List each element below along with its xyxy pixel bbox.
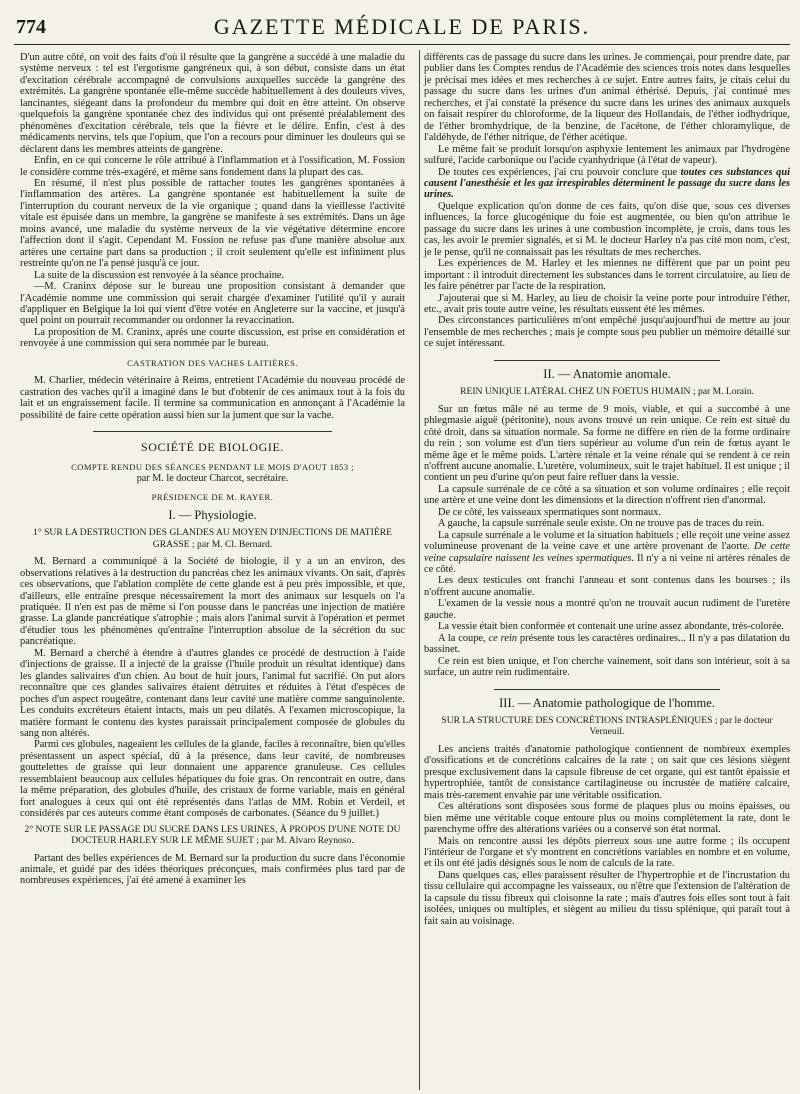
- part-heading-pathology: III. — Anatomie pathologique de l'homme.: [499, 695, 715, 710]
- section-rule: [494, 360, 721, 361]
- paragraph: Partant des belles expériences de M. Bernard sur la production du sucre dans l'économie animale, et guidé par des idées théoriques préconçues, mais confirmées plus tard par de nombreuses expériences, j'ai été amené à examiner les: [20, 852, 405, 887]
- section-heading-castration: CASTRATION DES VACHES LAITIÈRES.: [127, 357, 298, 368]
- paragraph: —M. Craninx dépose sur le bureau une proposition consistant à demander que l'Académie nomme une commission qui serait chargée d'examiner l'utilité qu'il y aurait d'appliquer en Belgique la loi qui vient d'être votée en Angleterre sur la vaccine, et jusqu'à quel point on pourrait recommander ou ordonner la revaccination.: [20, 281, 405, 327]
- part-heading-physiology: I. — Physiologie.: [168, 507, 257, 522]
- paragraph: [424, 633, 790, 656]
- paragraph: Le même fait se produit lorsqu'on asphyxie lentement les animaux par l'hydrogène sulfuré, l'acide carbonique ou l'acide cyanhydrique (à l'état de vapeur).: [424, 143, 790, 167]
- society-title: SOCIÉTÉ DE BIOLOGIE.: [141, 440, 284, 455]
- paragraph: Sur un fœtus mâle né au terme de 9 mois, viable, et qui a succombé à une phlegmasie aiguë (péritonite), nous avons trouvé un rein unique. Ce rein est situé du côté droit, dans sa situation normale. Sa forme ne diffère en rien de la forme ordinaire du rein ; son volume est d'un tiers supérieur au volume d'un rein de fœtus ayant le même âge et le même poids. L'artère rénale et la veine rénale qui se rendent à ce rein n'offrent aucune anomalie. L'uretère, volumineux, suit le trajet habituel. Il est unique ; il contient un peu d'urine qu'on peut faire refluer dans la vessie.: [424, 403, 790, 484]
- paragraph: Quelque explication qu'on donne de ces faits, qu'on dise que, sous ces diverses influences, la force glucogénique du foie est augmentée, ou bien qu'on attribue le passage du sucre dans les urines à une combustion incomplète, je crois, dans tous les cas, les avoir le premier signalés, et si M. le docteur Harley n'a pas cité mon nom, c'est, je le pense, qu'il ne connaissait pas les résultats de mes recherches.: [424, 200, 790, 258]
- paragraph: [424, 530, 790, 576]
- page-number: 774: [16, 16, 46, 38]
- text-run: De toutes ces expériences, j'ai cru pouvoir conclure que: [438, 166, 681, 178]
- paragraph: Ces altérations sont disposées sous forme de plaques plus ou moins épaisses, ou bien même une véritable coque entoure plus ou moins complètement la rate, dont le parenchyme offre des altérations variées ou a conservé son état normal.: [424, 801, 790, 836]
- report-byline: par M. le docteur Charcot, secrétaire.: [136, 472, 289, 484]
- page-header: [14, 14, 790, 45]
- paragraph: M. Charlier, médecin vétérinaire à Reims, entretient l'Académie du nouveau procédé de castration des vaches qu'il a imaginé dans le but d'obtenir de ces animaux tout à la fois du lait et un engraissement facile. Il termine sa communication en annonçant à l'Académie la possibilité de faire cette opération aussi bien sur la jument que sur la vache.: [20, 375, 405, 421]
- paragraph: L'examen de la vessie nous a montré qu'on ne trouvait aucun rudiment de l'uretère gauche.: [424, 598, 790, 621]
- paragraph: La vessie était bien conformée et contenait une urine assez abondante, très-colorée.: [438, 621, 784, 633]
- paragraph: La suite de la discussion est renvoyée à la séance prochaine.: [34, 269, 285, 281]
- paragraph: Des circonstances particulières m'ont empêché jusqu'aujourd'hui de mettre au jour l'ensemble de mes recherches ; mais je compte sous peu publier un mémoire détaillé sur ce sujet intéressant.: [424, 315, 790, 350]
- paragraph: J'ajouterai que si M. Harley, au lieu de choisir la veine porte pour introduire l'éther, etc., avait pris toute autre veine, les résultats eussent été les mêmes.: [424, 292, 790, 315]
- text-run: La capsule surrénale a le volume et la situation habituels ; elle reçoit une veine assez volumineuse provenant de la veine cave et une artère provenant de l'aorte.: [424, 529, 790, 553]
- emphasis-run: De cette veine capsulaire naissent les veines spermatiques.: [424, 541, 790, 564]
- paragraph: différents cas de passage du sucre dans les urines. Je commençai, pour prendre date, par publier dans les Comptes rendus de l'Académie des sciences trois notes dans lesquelles je précisai mes idées et mes recherches à ce sujet. Entre autres faits, je citais celui du passage du sucre dans les urines d'un animal éthérisé. Depuis, j'ai continué mes recherches, et j'ai constaté la présence du sucre dans les urines des animaux auxquels on faisait respirer du chloroforme, de la liqueur des Hollandais, de l'éther iodhydrique, de l'éther bromhydrique, de la benzine, de l'acétone, de l'éther chloramylique, de l'aldéhyde, de l'éther nitrique, de l'éther acétique.: [424, 52, 790, 144]
- paragraph: Parmi ces globules, nageaient les cellules de la glande, faciles à reconnaître, bien qu'elles présentassent un aspect spécial, dû à la présence, dans leur cavité, de nombreuses gouttelettes de graisse qui leur donnaient une apparence granuleuse. Ces cellules ressemblaient beaucoup aux cellules hépatiques du foie gras. On rencontrait en outre, dans la même préparation, des globules d'huile, des cristaux de forme variable, mais en général fort analogues à ceux qui ont été représentés dans l'atlas de MM. Robin et Verdeil, et considérés par ces auteurs comme étant composés de carbonates. (Séance du 9 juillet.): [20, 739, 405, 820]
- section-rule: [93, 431, 332, 432]
- item-heading-spleen: SUR LA STRUCTURE DES CONCRÉTIONS INTRASPLÉNIQUES ; par le docteur Verneuil.: [441, 715, 773, 738]
- report-title-text: COMPTE RENDU DES SÉANCES PENDANT LE MOIS D'AOUT 1853 ;: [71, 461, 354, 472]
- paragraph: La proposition de M. Craninx, après une courte discussion, est prise en considération et renvoyée à une commission qui sera nommée par le bureau.: [20, 326, 405, 350]
- section-rule: [494, 689, 721, 690]
- emphasis-run: toutes ces substances qui causent l'anesthésie et les gaz irrespirables déterminent le passage du sucre dans les urines.: [424, 166, 791, 201]
- paragraph: D'un autre côté, on voit des faits d'où il résulte que la gangrène a succédé à une maladie du système nerveux : tel est l'ergotisme gangréneux qui, à son début, consiste dans un état d'excitation cérébrale accompagné de convulsions auxquelles succède la gangrène des extrémités. La gangrène spontanée elle-même succède habituellement à des douleurs vives, lancinantes, siégeant dans la profondeur du membre qui doit en être atteint. On observe quelquefois la gangrène spontanée chez des individus qui ont présenté préalablement des phénomènes d'excitation cérébrale, tels que la fièvre et le délire. Enfin, c'est à des médicaments nervins, tels que l'opium, que l'on a recours pour diminuer les douleurs qui se déclarent dans les membres atteints de gangrène.: [20, 52, 405, 155]
- paragraph: Les deux testicules ont franchi l'anneau et sont contenus dans les bourses ; ils n'offrent aucune anomalie.: [424, 575, 790, 598]
- emphasis-run: ce rein: [488, 632, 518, 644]
- paragraph: La capsule surrénale de ce côté a sa situation et son volume ordinaires ; elle reçoit une artère et une veine dont les dimensions et la direction n'offrent rien d'anormal.: [424, 483, 790, 507]
- presidency-heading: PRÉSIDENCE DE M. RAYER.: [151, 492, 274, 503]
- paragraph: [424, 167, 790, 201]
- right-column: [424, 52, 790, 927]
- report-title: [20, 462, 405, 485]
- paragraph: M. Bernard a communiqué à la Société de biologie, il y a un an environ, des observations relatives à la destruction du pancréas chez les animaux vivants. On sait, d'après ces observations, que l'ablation complète de cette glande est à peu près impossible, et que, d'ailleurs, elle entraîne presque nécessairement la mort des animaux sur lesquels on l'a pratiquée. Il n'en est pas de même si l'on pousse dans le pancréas une injection de matière grasse. La glande pancréatique s'atrophie ; mais alors l'animal survit à l'opération et permet d'étudier tous les phénomènes qu'entraîne l'interruption absolue de la sécrétion du suc pancréatique.: [20, 556, 405, 648]
- paragraph: Dans quelques cas, elles paraissent résulter de l'hypertrophie et de l'incrustation du tissu cellulaire qui accompagne les vaisseaux, ou n'être que l'extension de l'altération de la capsule du tissu fibreux qui cloisonne la rate ; mais d'autres fois elles sont tout à fait isolées, uniques ou multiples, et siègent au milieu du tissu splénique, qui paraît tout à fait sain au voisinage.: [424, 869, 790, 927]
- paragraph: Les expériences de M. Harley et les miennes ne diffèrent que par un point peu important : il introduit directement les substances dans le torrent circulatoire, au lieu de les faire pénétrer par l'acte de la respiration.: [424, 258, 790, 293]
- paragraph: Les anciens traités d'anatomie pathologique contiennent de nombreux exemples d'ossifications et de concrétions calcaires de la rate ; on sait que ces lésions siègent presque exclusivement dans la capsule fibreuse de cet organe, qui est tantôt épaissie et hypertrophiée, tantôt de consistance cartilagineuse ou incrustée de matière calcaire, mais très-rarement envahie par une véritable ossification.: [424, 743, 790, 801]
- text-run: A la coupe,: [438, 632, 489, 644]
- paragraph: En résumé, il n'est plus possible de rattacher toutes les gangrènes spontanées à l'inflammation des artères. La gangrène spontanée est habituellement la suite de l'interruption du courant nerveux de la vie organique ; quand dans la vieillesse l'activité vitale est épuisée dans un membre, la gangrène se manifeste à ses extrémités. Dans un âge moins avancé, une maladie du système nerveux de la vie végétative détermine encore l'affection dont il s'agit. Cependant M. Fossion ne refuse pas d'une manière absolue aux artères une certaine part dans sa production ; il croit seulement qu'elle est infiniment plus restreinte qu'on ne l'a pensé jusqu'à ce jour.: [20, 177, 405, 270]
- column-divider: [419, 50, 420, 1090]
- paragraph: Ce rein est bien unique, et l'on cherche vainement, soit dans son intérieur, soit à sa surface, un autre rein rudimentaire.: [424, 655, 790, 679]
- paragraph: Mais on rencontre aussi les dépôts pierreux sous une autre forme ; ils occupent l'intérieur de l'organe et s'y montrent en concrétions variables en nombre et en volume, et ils ont été jadis désignés sous le nom de calculs de la rate.: [424, 835, 790, 870]
- text-run: présente tous les caractères ordinaires... Il n'y a pas dilatation du bassinet.: [424, 632, 790, 656]
- left-column: [20, 52, 405, 887]
- text-run: Il n'y a ni veine ni artères rénales de ce côté.: [424, 552, 790, 576]
- paragraph: De ce côté, les vaisseaux spermatiques sont normaux.: [438, 506, 662, 518]
- item-heading-sugar: 2° NOTE SUR LE PASSAGE DU SUCRE DANS LES URINES, À PROPOS D'UNE NOTE DU DOCTEUR HARLEY SUR LE MÊME SUJET ; par M. Alvaro Reynoso.: [24, 823, 401, 847]
- part-heading-anatomy: II. — Anatomie anomale.: [543, 366, 671, 381]
- paragraph: Enfin, en ce qui concerne le rôle attribué à l'inflammation et à l'ossification, M. Fossion le considère comme très-exagéré, et même sans fondement dans la plupart des cas.: [20, 155, 405, 178]
- item-heading-kidney: REIN UNIQUE LATÉRAL CHEZ UN FOETUS HUMAIN ; par M. Lorain.: [460, 386, 754, 398]
- journal-title: GAZETTE MÉDICALE DE PARIS.: [213, 14, 591, 39]
- item-heading-glands: 1° SUR LA DESTRUCTION DES GLANDES AU MOYEN D'INJECTIONS DE MATIÈRE GRASSE ; par M. Cl. Bernard.: [33, 527, 392, 550]
- paragraph: M. Bernard a cherché à étendre à d'autres glandes ce procédé de destruction à l'aide d'injections de graisse. Il a injecté de la graisse (l'huile produit un résultat identique) dans les glandes salivaires d'un chien. Au bout de huit jours, l'animal fut sacrifié. On put alors reconnaître que ces glandes salivaires étaient détruites et réduites à l'état d'espèces de poches d'un aspect rougeâtre, contenant dans leur cavité une matière comme sanguinolente. Les conduits excréteurs étaient intacts, mais un peu dilatés. A l'examen microscopique, la matière formant le contenu des kystes paraissait principalement composée de globules du sang non altérés.: [20, 647, 405, 740]
- paragraph: A gauche, la capsule surrénale seule existe. On ne trouve pas de traces du rein.: [438, 518, 765, 530]
